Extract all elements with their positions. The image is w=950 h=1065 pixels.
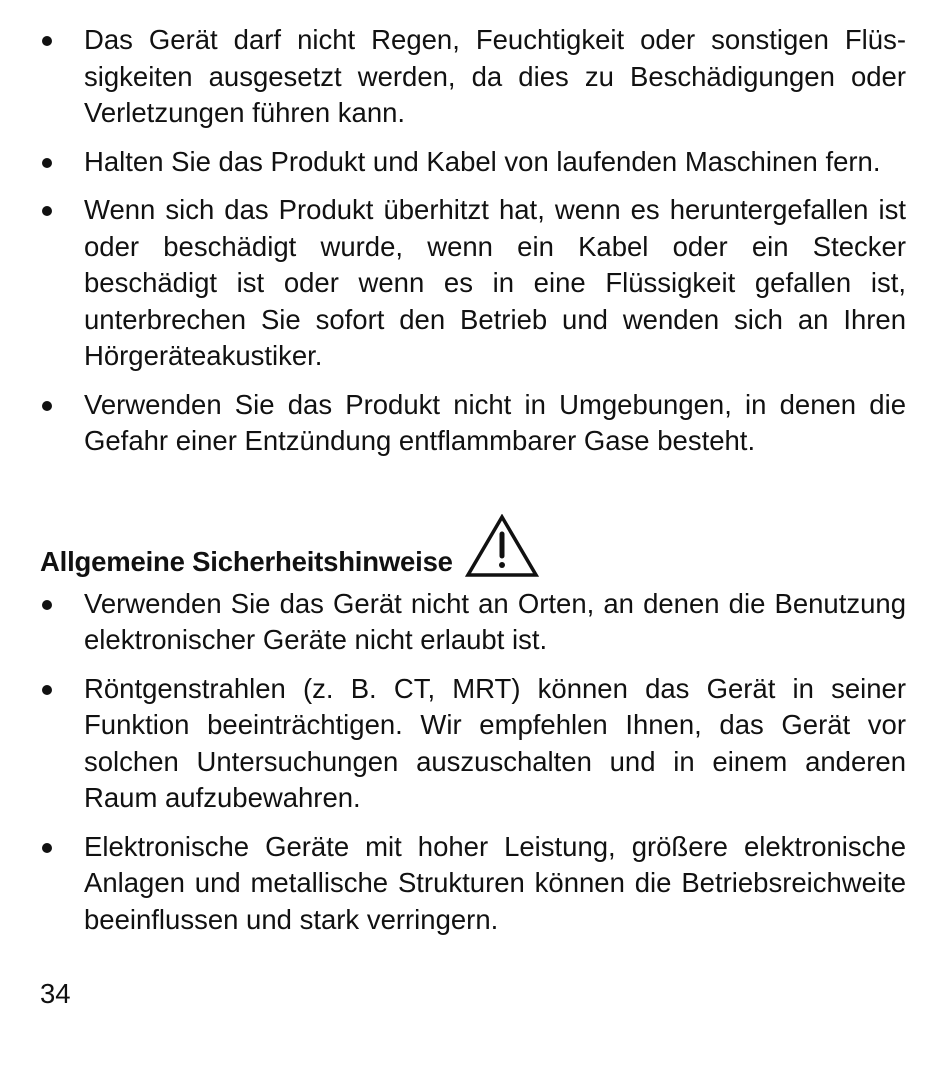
list-item-text: Röntgenstrahlen (z. B. CT, MRT) können das Gerät in seiner Funktion beeinträchtigen. Wir empfehlen Ihnen, das Gerät vor solchen Untersuchungen auszuschalten und in einem anderen Raum aufzubewahren. — [84, 672, 906, 813]
bullet-icon — [42, 600, 52, 610]
bullet-icon — [42, 206, 52, 216]
bullet-icon — [42, 401, 52, 411]
bullet-icon — [42, 158, 52, 168]
list-item — [40, 144, 906, 181]
bullet-icon — [42, 36, 52, 46]
list-item — [40, 22, 906, 132]
list-item-text: Verwenden Sie das Gerät nicht an Orten, an denen die Benutzung elektronischer Geräte nicht erlaubt ist. — [84, 587, 906, 655]
list-item — [40, 829, 906, 939]
bullet-icon — [42, 685, 52, 695]
safety-list-top — [40, 22, 906, 460]
list-item-text: Das Gerät darf nicht Regen, Feuchtigkeit oder sonstigen Flüssigkeiten ausgesetzt werden, da dies zu Beschädigungen oder Verletzungen führen kann. — [84, 24, 906, 128]
section-title: Allgemeine Sicherheitshinweise — [40, 545, 453, 577]
document-page — [40, 22, 906, 950]
list-item — [40, 192, 906, 375]
list-item — [40, 671, 906, 817]
list-item — [40, 586, 906, 659]
page-number: 34 — [40, 978, 71, 1009]
bullet-icon — [42, 843, 52, 853]
section-spacer — [40, 472, 906, 518]
warning-triangle-icon — [465, 514, 539, 578]
list-item-text: Verwenden Sie das Produkt nicht in Umgebungen, in denen die Gefahr einer Entzündung entflammbarer Gase besteht. — [84, 388, 906, 456]
list-item-text: Elektronische Geräte mit hoher Leistung, größere elektronische Anlagen und metallische Strukturen können die Betriebsreichweite beeinflussen und stark verringern. — [84, 830, 906, 935]
list-item — [40, 387, 906, 460]
list-item-text: Halten Sie das Produkt und Kabel von laufenden Maschinen fern. — [84, 145, 881, 177]
section-heading — [40, 518, 906, 580]
safety-list-general — [40, 586, 906, 939]
list-item-text: Wenn sich das Produkt überhitzt hat, wenn es heruntergefallen ist oder beschädigt wurde, wenn ein Kabel oder ein Stecker beschädigt ist oder wenn es in eine Flüssigkeit gefallen ist, unterbrechen Sie sofort den Betrieb und wenden sich an Ihren Hörgeräteakustiker. — [84, 194, 906, 371]
